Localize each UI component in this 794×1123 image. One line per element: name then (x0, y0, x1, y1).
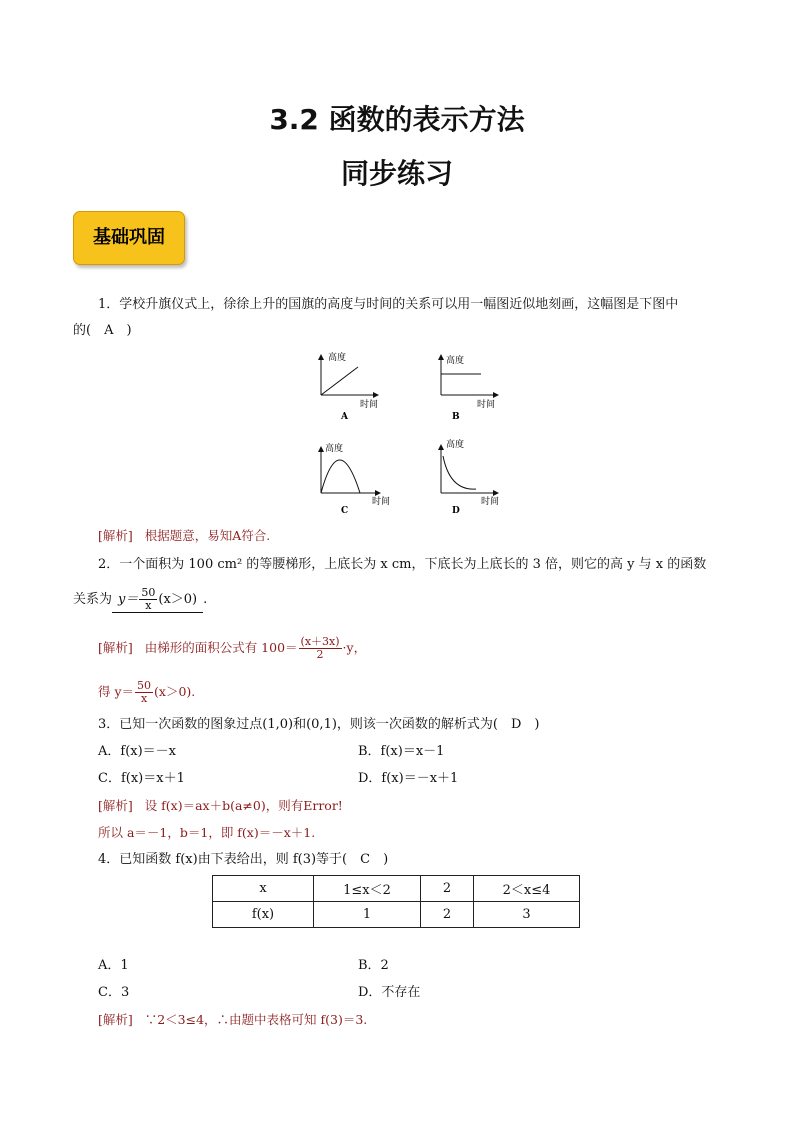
table-cell: 2 (421, 876, 474, 902)
q4-option-a: A．1 (98, 958, 129, 973)
q1-analysis (98, 527, 270, 545)
q3-option-b: B．f(x)＝x－1 (358, 744, 445, 759)
graph-c (321, 442, 390, 516)
graph-a-letter: A (341, 412, 348, 422)
q1-stem-line1: 1．学校升旗仪式上，徐徐上升的国旗的高度与时间的关系可以用一幅图近似地刻画，这幅图是下图中 (98, 297, 679, 312)
graph-c-ylabel: 高度 (325, 444, 344, 454)
q3-option-d: D．f(x)＝－x＋1 (358, 771, 459, 786)
q2-result-num: 50 (137, 679, 152, 692)
graph-d (441, 438, 499, 516)
q4-analysis-tag: [解析] (98, 1012, 133, 1027)
function-table (212, 875, 580, 928)
q2-answer-fraction (139, 587, 157, 612)
q4-option-d: D．不存在 (358, 985, 421, 1000)
q3-option-a: A．f(x)＝－x (98, 744, 177, 759)
q3-analysis-line2: 所以 a＝－1，b＝1，即 f(x)＝－x＋1. (98, 825, 316, 840)
graph-b-letter: B (452, 412, 460, 422)
section-badge (73, 211, 185, 265)
table-cell: x (213, 876, 314, 902)
q2-analysis-num: (x＋3x) (300, 635, 340, 648)
table-cell: 2＜x≤4 (474, 876, 580, 902)
q2-answer-cond: (x＞0) (158, 592, 198, 607)
table-cell: 1≤x＜2 (314, 876, 421, 902)
graph-c-letter: C (341, 506, 349, 516)
q4-option-b: B．2 (358, 958, 389, 973)
q2-result-den: x (140, 692, 148, 705)
q2-analysis-den: 2 (316, 648, 324, 661)
graph-a-ylabel: 高度 (328, 353, 347, 363)
table-cell: f(x) (213, 902, 314, 928)
q2-result-fraction (135, 680, 153, 705)
q2-analysis-prefix: 由梯形的面积公式有 100＝ (144, 640, 298, 655)
graph-b-xlabel: 时间 (477, 400, 496, 410)
graph-c-xlabel: 时间 (372, 497, 391, 507)
q4-analysis-text: ∵2＜3≤4，∴由题中表格可知 f(3)＝3. (144, 1012, 368, 1027)
q2-answer-num: 50 (141, 586, 156, 599)
q2-analysis-fraction (299, 636, 342, 661)
q2-analysis-suffix: ·y， (342, 640, 367, 655)
q2-result-prefix: 得 y＝ (98, 684, 135, 699)
graph-d-ylabel: 高度 (446, 440, 465, 450)
q2-stem-line1: 2．一个面积为 100 cm² 的等腰梯形，上底长为 x cm，下底长为上底长的 3 倍，则它的高 y 与 x 的函数 (98, 557, 707, 572)
section-badge-label: 基础巩固 (93, 227, 165, 248)
graph-b (441, 354, 498, 422)
q2-line2-suffix: . (203, 592, 208, 607)
table-row (213, 902, 580, 928)
q3-analysis-text: 设 f(x)＝ax＋b(a≠0)，则有Error! (144, 798, 343, 813)
graph-d-xlabel: 时间 (481, 497, 500, 507)
q3-option-c: C．f(x)＝x＋1 (98, 771, 185, 786)
q2-answer-blank (112, 587, 203, 613)
q2-analysis-tag: [解析] (98, 640, 133, 655)
graph-a (321, 351, 378, 422)
q1-graphs (300, 345, 520, 520)
q2-answer-den: x (145, 599, 152, 612)
q4-option-c: C．3 (98, 985, 130, 1000)
page-title: 3.2 函数的表示方法 (269, 103, 525, 136)
q2-answer-y: y＝ (118, 592, 139, 607)
q2-result (98, 680, 195, 705)
q1-analysis-tag: [解析] (98, 528, 133, 543)
q3-stem: 3．已知一次函数的图象过点(1,0)和(0,1)，则该一次函数的解析式为( D ) (98, 717, 540, 732)
q4-analysis (98, 1011, 367, 1029)
graph-b-ylabel: 高度 (446, 356, 465, 366)
graph-a-xlabel: 时间 (360, 400, 379, 410)
q2-stem-line2 (73, 587, 207, 613)
q4-stem: 4．已知函数 f(x)由下表给出，则 f(3)等于( C ) (98, 852, 389, 867)
table-row (213, 876, 580, 902)
q2-analysis (98, 636, 366, 661)
q1-stem-line2: 的( A ) (73, 323, 132, 338)
q2-result-suffix: (x＞0). (154, 684, 196, 699)
table-cell: 2 (421, 902, 474, 928)
q3-analysis (98, 797, 343, 815)
table-cell: 3 (474, 902, 580, 928)
q3-analysis-tag: [解析] (98, 798, 133, 813)
table-cell: 1 (314, 902, 421, 928)
page-subtitle: 同步练习 (340, 157, 453, 190)
q2-line2-prefix: 关系为 (73, 592, 113, 607)
q1-analysis-text: 根据题意，易知A符合. (144, 528, 271, 543)
graph-d-letter: D (452, 506, 460, 516)
